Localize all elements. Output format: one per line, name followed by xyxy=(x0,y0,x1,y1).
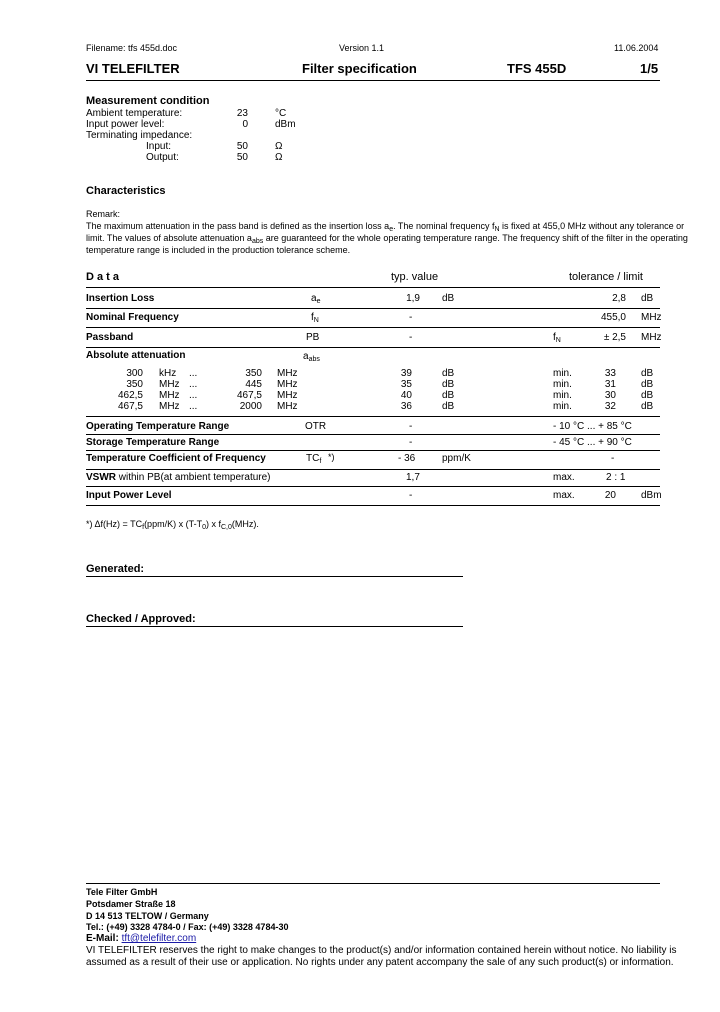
att-to: 350 xyxy=(245,368,262,379)
header-rule xyxy=(86,80,660,81)
tol-value: - xyxy=(611,453,615,464)
symbol-ae: $a_e$ xyxy=(311,293,321,305)
row-rule xyxy=(86,469,660,470)
row-rule xyxy=(86,416,660,417)
att-typ-unit: dB xyxy=(442,401,455,412)
footer-street: Potsdamer Straße 18 xyxy=(86,899,176,909)
att-from-unit: MHz xyxy=(159,379,180,390)
meas-label: Ambient temperature: xyxy=(86,108,183,119)
impedance-label: Output: xyxy=(146,152,179,163)
doc-title: Filter specification xyxy=(302,61,417,76)
row-rule xyxy=(86,308,660,309)
meas-value: 0 xyxy=(242,119,248,130)
att-typ: 36 xyxy=(400,401,412,412)
typ-unit: ppm/K xyxy=(442,453,471,464)
remark-line-1: The maximum attenuation in the pass band is defined as the insertion loss $a_e$. The nominal frequency $f_N$ is fixed at 455,0 MHz without any tolerance or xyxy=(86,221,685,233)
tol-symbol: $f_N$ xyxy=(553,332,561,344)
att-typ-unit: dB xyxy=(442,368,455,379)
att-kind: min. xyxy=(553,401,572,412)
remark-line-2: limit. The values of absolute attenuation $a_{abs}$ are guaranteed for the whole operating temperature range. The frequency shift of the filter in the operating xyxy=(86,233,688,245)
symbol-fn: $f_N$ xyxy=(311,312,319,324)
disclaimer-line-1: VI TELEFILTER reserves the right to make changes to the product(s) and/or information contained herein without notice. No liability is xyxy=(86,945,677,956)
tol-value: 2 : 1 xyxy=(606,472,626,483)
characteristics-title: Characteristics xyxy=(86,185,166,197)
att-to: 2000 xyxy=(239,401,262,412)
footer-email-row xyxy=(86,933,196,944)
row-label-tcf: Temperature Coefficient of Frequency xyxy=(86,453,266,464)
att-to: 445 xyxy=(245,379,262,390)
att-from-unit: MHz xyxy=(159,390,180,401)
table-rule xyxy=(86,287,660,288)
att-limit: 33 xyxy=(604,368,616,379)
header-version: Version 1.1 xyxy=(339,43,385,53)
remark-line-3: temperature range is included in the production tolerance scheme. xyxy=(86,245,351,255)
footer-city: D 14 513 TELTOW / Germany xyxy=(86,911,209,921)
att-limit-unit: dB xyxy=(641,390,654,401)
col-tol-header: tolerance / limit xyxy=(569,271,643,283)
tol-unit: MHz xyxy=(641,312,662,323)
impedance-unit: Ω xyxy=(275,141,283,152)
meas-unit: °C xyxy=(275,108,287,119)
att-to-unit: MHz xyxy=(277,390,298,401)
att-typ: 39 xyxy=(400,368,412,379)
page-number: 1/5 xyxy=(640,61,659,76)
att-from: 467,5 xyxy=(117,401,143,412)
row-label-input-power: Input Power Level xyxy=(86,490,172,501)
meas-label: Terminating impedance: xyxy=(86,130,193,141)
att-limit-unit: dB xyxy=(641,401,654,412)
col-data-header: D a t a xyxy=(86,271,120,283)
tol-kind: max. xyxy=(553,490,575,501)
att-to: 467,5 xyxy=(236,390,262,401)
row-rule xyxy=(86,327,660,328)
tol-unit: MHz xyxy=(641,332,662,343)
att-to-unit: MHz xyxy=(277,368,298,379)
generated-signature-line xyxy=(86,576,463,577)
att-typ: 40 xyxy=(400,390,412,401)
typ-unit: dB xyxy=(442,293,455,304)
symbol-aabs: $a_{abs}$ xyxy=(303,351,320,363)
impedance-unit: Ω xyxy=(275,152,283,163)
row-label-nominal-frequency: Nominal Frequency xyxy=(86,312,179,323)
row-rule xyxy=(86,505,660,506)
checked-label: Checked / Approved: xyxy=(86,613,196,625)
row-rule xyxy=(86,450,660,451)
footer-phone: Tel.: (+49) 3328 4784-0 / Fax: (+49) 3328 4784-30 xyxy=(86,922,289,932)
row-label-storage: Storage Temperature Range xyxy=(86,437,220,448)
typ-value: - xyxy=(409,490,413,501)
att-limit: 30 xyxy=(604,390,616,401)
checked-signature-line xyxy=(86,626,463,627)
footer-rule xyxy=(86,883,660,884)
att-dots: ... xyxy=(189,379,198,390)
meas-unit: dBm xyxy=(275,119,296,130)
att-to-unit: MHz xyxy=(277,401,298,412)
tol-unit: dB xyxy=(641,293,654,304)
tol-value: 20 xyxy=(604,490,616,501)
symbol-otr: OTR xyxy=(305,421,327,432)
typ-value: - 36 xyxy=(398,453,416,464)
att-kind: min. xyxy=(553,379,572,390)
row-rule xyxy=(86,347,660,348)
att-dots: ... xyxy=(189,368,198,379)
remark-title: Remark: xyxy=(86,209,121,219)
att-typ-unit: dB xyxy=(442,390,455,401)
impedance-value: 50 xyxy=(236,152,248,163)
tol-unit: dBm xyxy=(641,490,662,501)
tol-value: - 45 °C ... + 90 °C xyxy=(553,437,632,448)
row-label-vswr: VSWR within PB(at ambient temperature) xyxy=(86,472,271,483)
generated-label: Generated: xyxy=(86,563,145,575)
row-label-absolute-attenuation: Absolute attenuation xyxy=(86,350,186,361)
company-name: VI TELEFILTER xyxy=(86,61,180,76)
att-from: 462,5 xyxy=(117,390,143,401)
att-dots: ... xyxy=(189,390,198,401)
tol-value: 2,8 xyxy=(612,293,626,304)
tol-value: ± 2,5 xyxy=(603,332,626,343)
footnote-marker: *) xyxy=(328,452,335,462)
att-to-unit: MHz xyxy=(277,379,298,390)
row-rule xyxy=(86,486,660,487)
typ-value: - xyxy=(409,437,413,448)
symbol-tcf: $TC_f$ xyxy=(306,453,322,465)
email-label: E-Mail: xyxy=(86,933,122,944)
typ-value: 1,9 xyxy=(406,293,420,304)
att-dots: ... xyxy=(189,401,198,412)
tol-kind: max. xyxy=(553,472,575,483)
att-limit: 31 xyxy=(604,379,616,390)
impedance-label: Input: xyxy=(146,141,172,152)
att-typ: 35 xyxy=(400,379,412,390)
row-label-otr: Operating Temperature Range xyxy=(86,421,230,432)
typ-value: 1,7 xyxy=(406,472,420,483)
footnote: *) $\Delta f(Hz) = TC_f(ppm/K)$ x $(T-T_0)$ x $f_{C,0}(MHz)$. xyxy=(86,519,259,531)
att-from-unit: MHz xyxy=(159,401,180,412)
impedance-value: 50 xyxy=(236,141,248,152)
typ-value: - xyxy=(409,421,413,432)
typ-value: - xyxy=(409,312,413,323)
att-kind: min. xyxy=(553,368,572,379)
tol-value: - 10 °C ... + 85 °C xyxy=(553,421,632,432)
att-from-unit: kHz xyxy=(159,368,177,379)
header-filename: Filename: tfs 455d.doc xyxy=(86,43,178,53)
header-date: 11.06.2004 xyxy=(614,43,659,53)
symbol-pb: PB xyxy=(306,332,320,343)
meas-value: 23 xyxy=(236,108,248,119)
att-kind: min. xyxy=(553,390,572,401)
row-label-insertion-loss: Insertion Loss xyxy=(86,293,155,304)
att-from: 300 xyxy=(126,368,143,379)
typ-value: - xyxy=(409,332,413,343)
att-limit-unit: dB xyxy=(641,368,654,379)
row-label-passband: Passband xyxy=(86,332,134,343)
att-typ-unit: dB xyxy=(442,379,455,390)
att-from: 350 xyxy=(126,379,143,390)
email-link[interactable]: tft@telefilter.com xyxy=(121,933,197,944)
att-limit: 32 xyxy=(604,401,616,412)
part-number: TFS 455D xyxy=(507,61,567,76)
att-limit-unit: dB xyxy=(641,379,654,390)
col-typ-header: typ. value xyxy=(391,271,439,283)
tol-value: 455,0 xyxy=(600,312,626,323)
measurement-title: Measurement condition xyxy=(86,95,210,107)
row-rule xyxy=(86,434,660,435)
footer-company: Tele Filter GmbH xyxy=(86,887,158,897)
meas-label: Input power level: xyxy=(86,119,165,130)
disclaimer-line-2: assumed as a result of their use or application. No rights under any patent accompany the sale of any such product(s) or information. xyxy=(86,957,674,968)
